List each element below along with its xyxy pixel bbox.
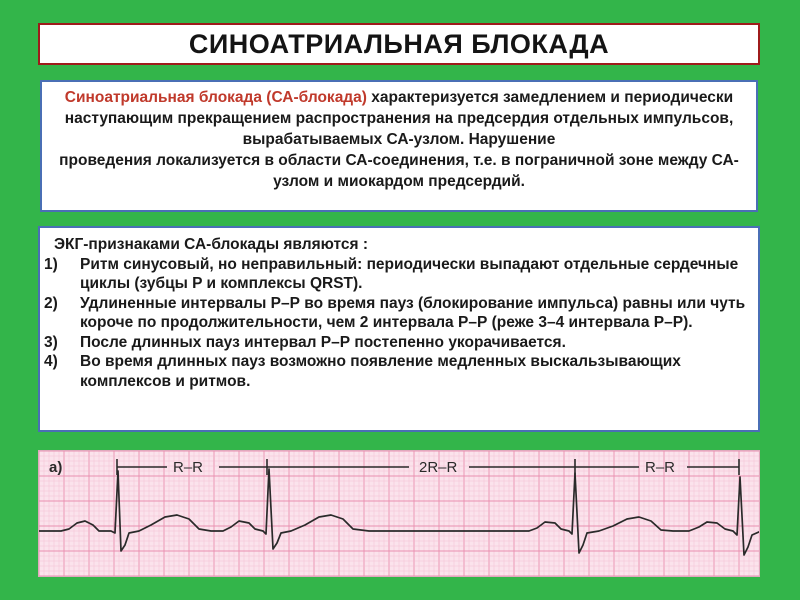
signs-heading: ЭКГ-признаками СА-блокады являются : [54,236,369,253]
definition-box [40,80,758,212]
page-title: СИНОАТРИАЛЬНАЯ БЛОКАДА [188,28,610,59]
list-item-number: 3) [44,333,58,351]
interval-label: R–R [173,459,204,476]
ecg-trace [39,469,760,555]
list-item-number: 2) [44,294,58,312]
ecg-strip [38,450,760,577]
list-item [44,294,750,333]
definition-text-continued: проведения локализуется в области СА-соединения, т.е. в пограничной зоне между СА-узлом и миокардом предсердий. [59,152,739,190]
definition-term: Синоатриальная блокада (СА-блокада) [64,89,367,106]
ecg-signs-box [38,226,760,432]
list-item-text: Во время длинных пауз возможно появление медленных выскальзывающих комплексов и ритмов. [80,353,681,390]
list-item [44,352,750,391]
ecg-strip-graphic [39,451,760,577]
title-banner [38,23,760,65]
interval-label: 2R–R [419,459,458,476]
list-item [44,333,750,353]
list-item-number: 1) [44,255,58,273]
list-item-text: После длинных пауз интервал Р–Р постепенно укорачивается. [80,333,566,351]
list-item-text: Ритм синусовый, но неправильный: периодически выпадают отдельные сердечные циклы (зубцы P и комплексы QRST). [80,255,739,292]
definition-text: характеризуется замедлением и периодически наступающим прекращением распространения на предсердия отдельных импульсов, вырабатываемых СА-узлом. Нарушение [64,89,734,148]
list-item-number: 4) [44,353,58,370]
list-item [44,255,750,294]
ecg-panel-label: а) [49,459,63,476]
list-item-text: Удлиненные интервалы Р–Р во время пауз (блокирование импульса) равны или чуть короче по продолжительности, чем 2 интервала Р–Р (реже 3–4 интервала Р–Р). [80,294,746,331]
interval-label: R–R [645,459,676,476]
